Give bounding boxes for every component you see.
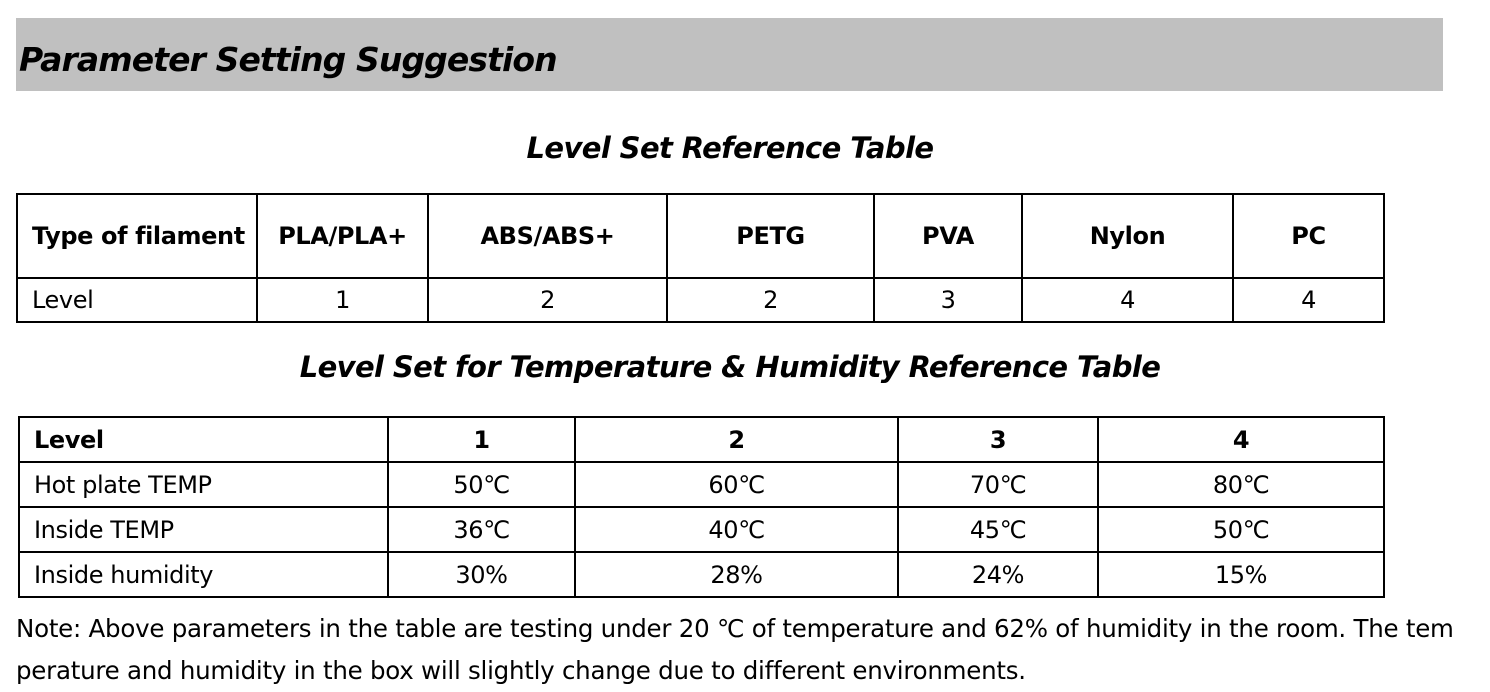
table-cell: 80℃ bbox=[1098, 462, 1384, 507]
header-cell-level-number: 2 bbox=[575, 417, 898, 462]
header-cell-level-number: 1 bbox=[388, 417, 575, 462]
header-cell-filament: ABS/ABS+ bbox=[428, 194, 667, 278]
table-row bbox=[19, 507, 1384, 552]
table-cell: 30% bbox=[388, 552, 575, 597]
header-cell-level-number: 3 bbox=[898, 417, 1098, 462]
level-reference-table bbox=[16, 193, 1385, 323]
header-cell-filament: PC bbox=[1233, 194, 1384, 278]
header-cell-filament: PLA/PLA+ bbox=[257, 194, 428, 278]
temperature-humidity-table bbox=[18, 416, 1385, 598]
table-cell: 70℃ bbox=[898, 462, 1098, 507]
header-cell-level-number: 4 bbox=[1098, 417, 1384, 462]
table-cell: 1 bbox=[257, 278, 428, 322]
table-row bbox=[19, 552, 1384, 597]
env-table-title: Level Set for Temperature & Humidity Reference Table bbox=[299, 350, 1161, 384]
table-cell: 36℃ bbox=[388, 507, 575, 552]
table-cell: 24% bbox=[898, 552, 1098, 597]
table-cell: 3 bbox=[874, 278, 1022, 322]
table-cell: 15% bbox=[1098, 552, 1384, 597]
table-cell: 28% bbox=[575, 552, 898, 597]
table-row bbox=[19, 462, 1384, 507]
header-cell-filament: PETG bbox=[667, 194, 874, 278]
table-cell: 45℃ bbox=[898, 507, 1098, 552]
table-cell: 4 bbox=[1022, 278, 1233, 322]
table-row bbox=[17, 278, 1384, 322]
row-label: Inside humidity bbox=[19, 552, 388, 597]
table-cell: 4 bbox=[1233, 278, 1384, 322]
table-cell: 50℃ bbox=[388, 462, 575, 507]
table-header-row bbox=[17, 194, 1384, 278]
header-cell-level: Level bbox=[19, 417, 388, 462]
header-cell-filament: Nylon bbox=[1022, 194, 1233, 278]
header-cell-filament: PVA bbox=[874, 194, 1022, 278]
table-header-row bbox=[19, 417, 1384, 462]
table-cell: 50℃ bbox=[1098, 507, 1384, 552]
level-table-title: Level Set Reference Table bbox=[526, 131, 934, 165]
table-cell: 2 bbox=[428, 278, 667, 322]
row-label-level: Level bbox=[17, 278, 257, 322]
table-cell: 2 bbox=[667, 278, 874, 322]
table-cell: 40℃ bbox=[575, 507, 898, 552]
row-label: Hot plate TEMP bbox=[19, 462, 388, 507]
table-cell: 60℃ bbox=[575, 462, 898, 507]
note-text: Note: Above parameters in the table are testing under 20 ℃ of temperature and 62% of humidity in the room. The temperature and humidity in the box will slightly change due to different environments. bbox=[16, 614, 1454, 685]
page-title: Parameter Setting Suggestion bbox=[19, 40, 557, 79]
row-label: Inside TEMP bbox=[19, 507, 388, 552]
header-cell-type-of-filament: Type of filament bbox=[17, 194, 257, 278]
header-bar bbox=[16, 18, 1443, 91]
